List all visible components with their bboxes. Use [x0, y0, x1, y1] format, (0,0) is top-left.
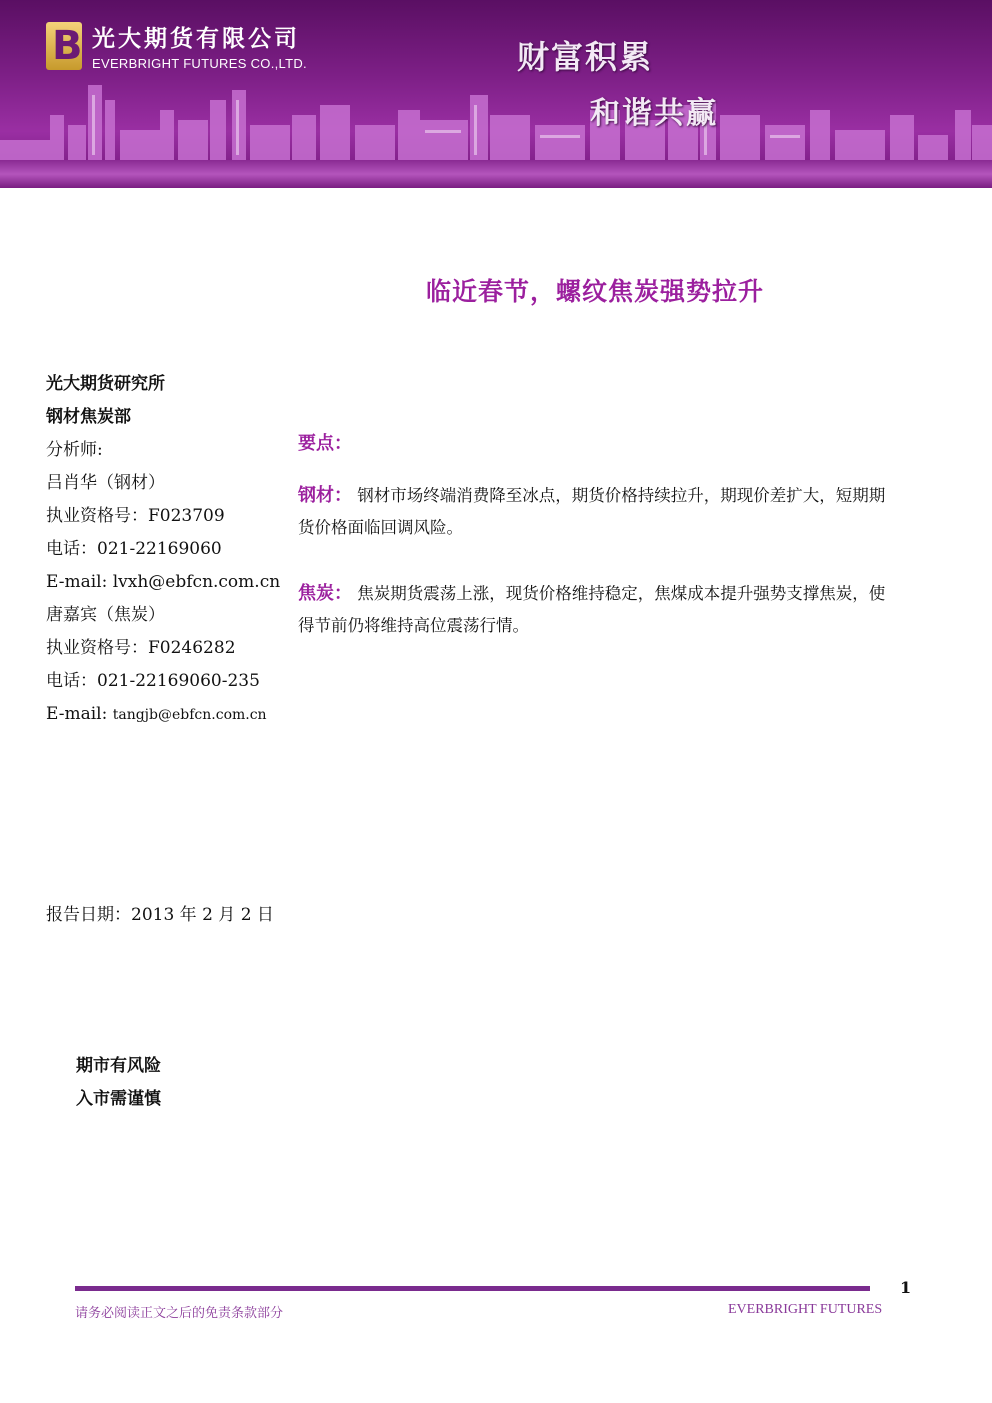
analyst2-license: 执业资格号：F0246282: [46, 638, 236, 658]
footer-disclaimer: 请务必阅读正文之后的免责条款部分: [75, 1306, 284, 1321]
city-skyline-image: [0, 70, 992, 170]
steel-paragraph: [298, 480, 898, 544]
river-reflection: [0, 160, 992, 188]
analyst2-phone: 电话：021-22169060-235: [46, 671, 260, 691]
page-number: 1: [900, 1278, 912, 1297]
footer-brand: EVERBRIGHT FUTURES: [728, 1302, 883, 1317]
company-name-cn: 光大期货有限公司: [92, 26, 300, 52]
key-points-heading: 要点：: [298, 433, 352, 454]
analyst2-email-address: tangjb@ebfcn.com.cn: [112, 707, 267, 723]
analyst1-phone: 电话：021-22169060: [46, 539, 222, 559]
risk-line-1: 期市有风险: [76, 1056, 161, 1076]
report-title: 临近春节，螺纹焦炭强势拉升: [425, 277, 764, 306]
analyst2-name: 唐嘉宾（焦炭）: [46, 605, 165, 625]
department-name: 钢材焦炭部: [46, 407, 131, 427]
institute-name: 光大期货研究所: [46, 374, 165, 394]
company-name-en: EVERBRIGHT FUTURES CO.,LTD.: [92, 56, 307, 71]
report-date: 报告日期：2013 年 2 月 2 日: [46, 905, 274, 925]
slogan-line-1: 财富积累: [517, 38, 654, 76]
analyst2-email: [46, 698, 286, 732]
logo-letter: B: [52, 23, 83, 69]
steel-label: 钢材：: [298, 485, 352, 506]
slogan-line-2: 和谐共赢: [590, 96, 718, 131]
author-info: [46, 368, 286, 732]
header-banner: [0, 0, 992, 188]
analyst1-email: E-mail: lvxh@ebfcn.com.cn: [46, 572, 281, 592]
analyst1-license: 执业资格号：F023709: [46, 506, 225, 526]
analyst2-email-label: E-mail:: [46, 704, 113, 724]
coke-label: 焦炭：: [298, 583, 352, 604]
coke-text: 焦炭期货震荡上涨，现货价格维持稳定，焦煤成本提升强势支撑焦炭，使得节前仍将维持高位震荡行情。: [298, 584, 886, 635]
coke-paragraph: [298, 578, 898, 642]
risk-notice: [76, 1050, 161, 1116]
key-points: [298, 428, 898, 642]
footer-divider: [75, 1286, 870, 1291]
analyst-label: 分析师:: [46, 440, 103, 460]
steel-text: 钢材市场终端消费降至冰点，期货价格持续拉升，期现价差扩大，短期期货价格面临回调风险。: [298, 486, 886, 537]
analyst1-name: 吕肖华（钢材）: [46, 473, 165, 493]
risk-line-2: 入市需谨慎: [76, 1089, 161, 1109]
